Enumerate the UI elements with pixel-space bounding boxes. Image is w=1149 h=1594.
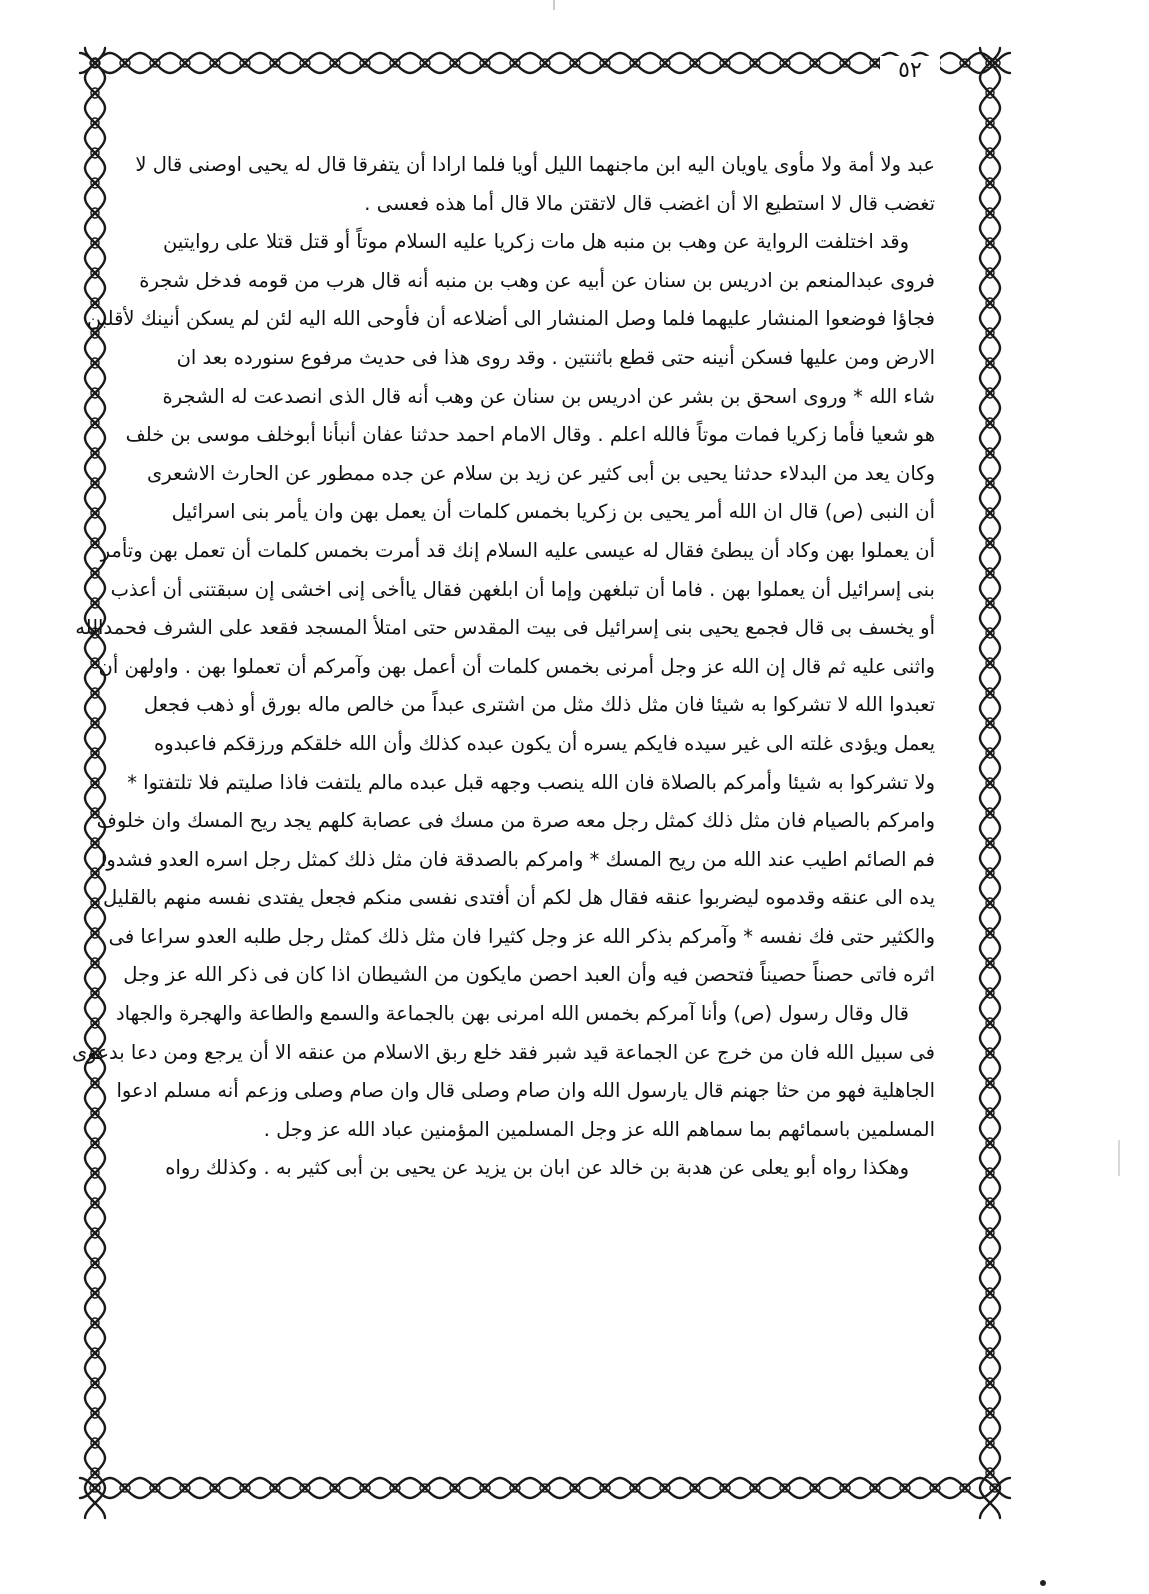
text-line: أو يخسف بى قال فجمع يحيى بنى إسرائيل فى بيت المقدس حتى امتلأ المسجد فقعد على الشرف فحمدالله bbox=[75, 616, 935, 640]
text-line: وكان يعد من البدلاء حدثنا يحيى بن أبى كثير عن زيد بن سلام عن جده ممطور عن الحارث الاشعرى bbox=[146, 461, 935, 485]
text-line: وامركم بالصيام فان مثل ذلك كمثل رجل معه صرة من مسك فى عصابة كلهم يجد ريح المسك وان خلوف bbox=[96, 809, 935, 833]
text-line: عبد ولا أمة ولا مأوى ياويان اليه ابن ماجنهما الليل أويا فلما ارادا أن يتفرقا قال له يحيى اوصنى قال لا bbox=[135, 153, 935, 176]
text-line: تعبدوا الله لا تشركوا به شيئا فان مثل ذلك مثل من اشترى عبداً من خالص ماله بورق أو ذهب فجعل bbox=[143, 693, 935, 717]
text-line: أن النبى (ص) قال ان الله أمر يحيى بن زكريا بخمس كلمات أن يعمل بهن وان يأمر بنى اسرائيل bbox=[171, 500, 935, 524]
scan-edge-mark bbox=[1118, 1140, 1120, 1176]
text-line: وهكذا رواه أبو يعلى عن هدبة بن خالد عن ابان بن يزيد عن يحيى بن أبى كثير به . وكذلك رواه bbox=[165, 1156, 909, 1180]
text-line: فم الصائم اطيب عند الله من ريح المسك * وامركم بالصدقة فان مثل ذلك كمثل رجل اسره العدو فشدوا bbox=[100, 847, 935, 871]
text-line: المسلمين باسمائهم بما سماهم الله عز وجل المسلمين المؤمنين عباد الله عز وجل . bbox=[263, 1117, 935, 1141]
text-line: أن يعملوا بهن وكاد أن يبطئ فقال له عيسى عليه السلام إنك قد أمرت بخمس كلمات أن تعمل بهن وتأمر bbox=[100, 538, 935, 562]
text-line: يعمل ويؤدى غلته الى غير سيده فايكم يسره أن يكون عبده كذلك وأن الله خلقكم ورزقكم فاعبدوه bbox=[154, 731, 935, 755]
text-line: قال وقال رسول (ص) وأنا آمركم بخمس الله امرنى بهن بالجماعة والسمع والطاعة والهجرة والجهاد bbox=[115, 1002, 909, 1026]
text-line: شاء الله * وروى اسحق بن بشر عن ادريس بن سنان عن وهب أنه قال الذى انصدعت له الشجرة bbox=[162, 384, 935, 408]
text-line: فروى عبدالمنعم بن ادريس بن سنان عن أبيه عن وهب بن منبه أنه قال هرب من قومه فدخل شجرة bbox=[139, 268, 935, 292]
text-line: هو شعيا فأما زكريا فمات موتاً فالله اعلم . وقال الامام احمد حدثنا عفان أنبأنا أبوخلف موسى بن خلف bbox=[125, 423, 935, 447]
arabic-text-body bbox=[72, 146, 935, 1188]
text-line: والكثير حتى فك نفسه * وآمركم بذكر الله عز وجل كثيرا فان مثل ذلك كمثل رجل طلبه العدو سراعا فى bbox=[108, 924, 935, 948]
text-line: وقد اختلفت الرواية عن وهب بن منبه هل مات زكريا عليه السلام موتاً أو قتل قتلا على روايتين bbox=[163, 230, 909, 254]
text-line: اثره فاتى حصناً حصيناً فتحصن فيه وأن العبد احصن مايكون من الشيطان اذا كان فى ذكر الله عز وجل bbox=[123, 963, 935, 987]
scan-top-mark bbox=[553, 0, 555, 10]
text-line: الارض ومن عليها فسكن أنينه حتى قطع باثنتين . وقد روى هذا فى حديث مرفوع سنورده بعد ان bbox=[176, 345, 935, 369]
text-line: يده الى عنقه وقدموه ليضربوا عنقه فقال هل لكم أن أفتدى نفسى منكم فجعل يفتدى نفسه منهم بالقليل bbox=[102, 886, 935, 910]
text-line: تغضب قال لا استطيع الا أن اغضب قال لاتقتن مالا قال أما هذه فعسى . bbox=[364, 191, 935, 215]
text-line: واثنى عليه ثم قال إن الله عز وجل أمرنى بخمس كلمات أن أعمل بهن وآمركم أن تعملوا بهن . واولهن أن bbox=[98, 654, 935, 678]
text-line: فى سبيل الله فان من خرج عن الجماعة قيد شبر فقد خلع ربق الاسلام من عنقه الا أن يرجع ومن دعا بدعوى bbox=[72, 1040, 935, 1064]
text-line: بنى إسرائيل أن يعملوا بهن . فاما أن تبلغهن وإما أن ابلغهن فقال ياأخى إنى اخشى إن سبقتنى أن أعذب bbox=[110, 577, 935, 601]
text-lines bbox=[72, 146, 935, 1188]
scan-corner-dot bbox=[1040, 1580, 1046, 1586]
page-number: ٥٢ bbox=[880, 56, 940, 86]
text-line: ولا تشركوا به شيئا وأمركم بالصلاة فان الله ينصب وجهه قبل عبده مالم يلتفت فاذا صليتم فلا تلتفتوا * bbox=[127, 770, 935, 794]
text-line: فجاؤا فوضعوا المنشار عليهما فلما وصل المنشار الى أضلاعه أن فأوحى الله اليه لئن لم يسكن أنينك لأقلبن bbox=[86, 307, 935, 331]
text-line: الجاهلية فهو من حثا جهنم قال يارسول الله وان صام وصلى قال وان صام وصلى وزعم أنه مسلم ادعوا bbox=[116, 1079, 935, 1103]
